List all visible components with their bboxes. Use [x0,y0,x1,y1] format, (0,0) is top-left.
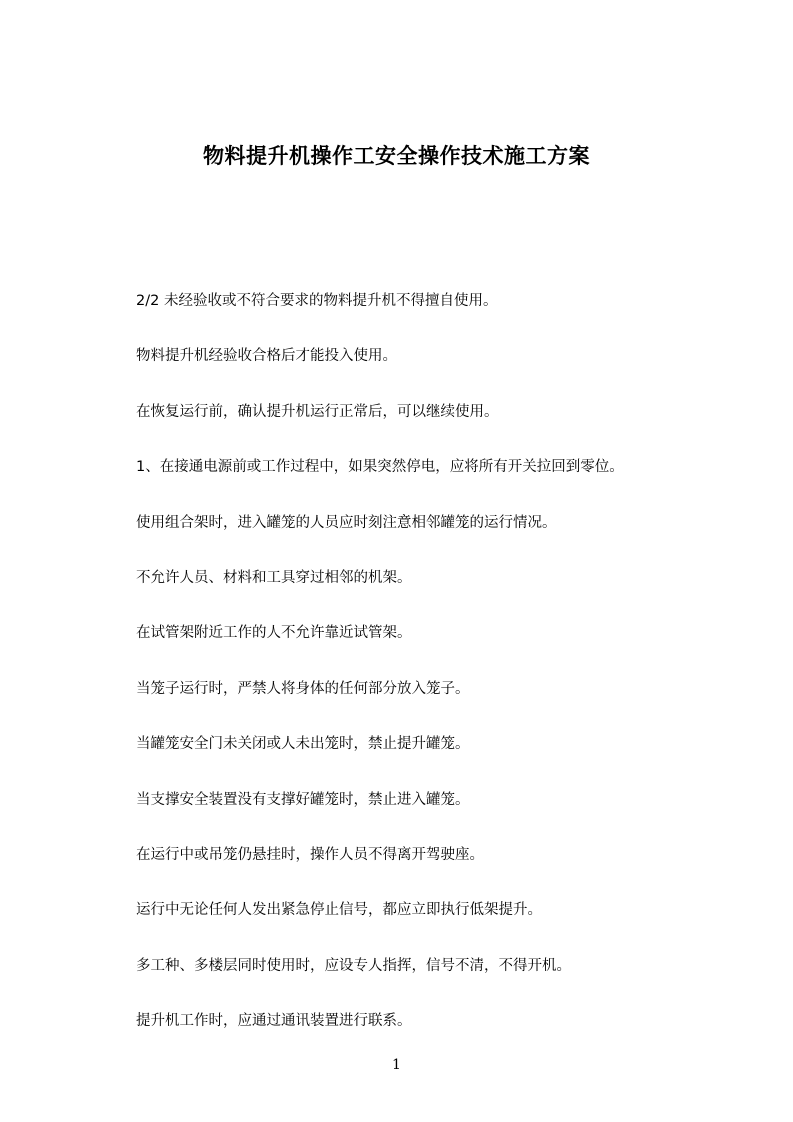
paragraph: 在运行中或吊笼仍悬挂时，操作人员不得离开驾驶座。 [136,846,484,863]
body-text [136,288,756,1063]
page-number: 1 [392,1057,401,1073]
paragraph: 物料提升机经验收合格后才能投入使用。 [136,348,397,365]
paragraph: 在试管架附近工作的人不允许靠近试管架。 [136,625,412,642]
paragraph: 2/2 未经验收或不符合要求的物料提升机不得擅自使用。 [136,293,498,309]
paragraph: 在恢复运行前，确认提升机运行正常后，可以继续使用。 [136,403,499,420]
paragraph: 当罐笼安全门未关闭或人未出笼时，禁止提升罐笼。 [136,736,470,753]
paragraph: 提升机工作时，应通过通讯装置进行联系。 [136,1013,412,1030]
paragraph: 多工种、多楼层同时使用时，应设专人指挥，信号不清，不得开机。 [136,957,571,974]
page-title: 物料提升机操作工安全操作技术施工方案 [203,144,590,168]
paragraph: 当笼子运行时，严禁人将身体的任何部分放入笼子。 [136,680,470,697]
paragraph: 当支撑安全装置没有支撑好罐笼时，禁止进入罐笼。 [136,791,470,808]
paragraph: 1、在接通电源前或工作过程中，如果突然停电，应将所有开关拉回到零位。 [136,459,624,476]
paragraph: 运行中无论任何人发出紧急停止信号，都应立即执行低架提升。 [136,902,542,919]
paragraph: 不允许人员、材料和工具穿过相邻的机架。 [136,569,412,586]
paragraph: 使用组合架时，进入罐笼的人员应时刻注意相邻罐笼的运行情况。 [136,514,557,531]
